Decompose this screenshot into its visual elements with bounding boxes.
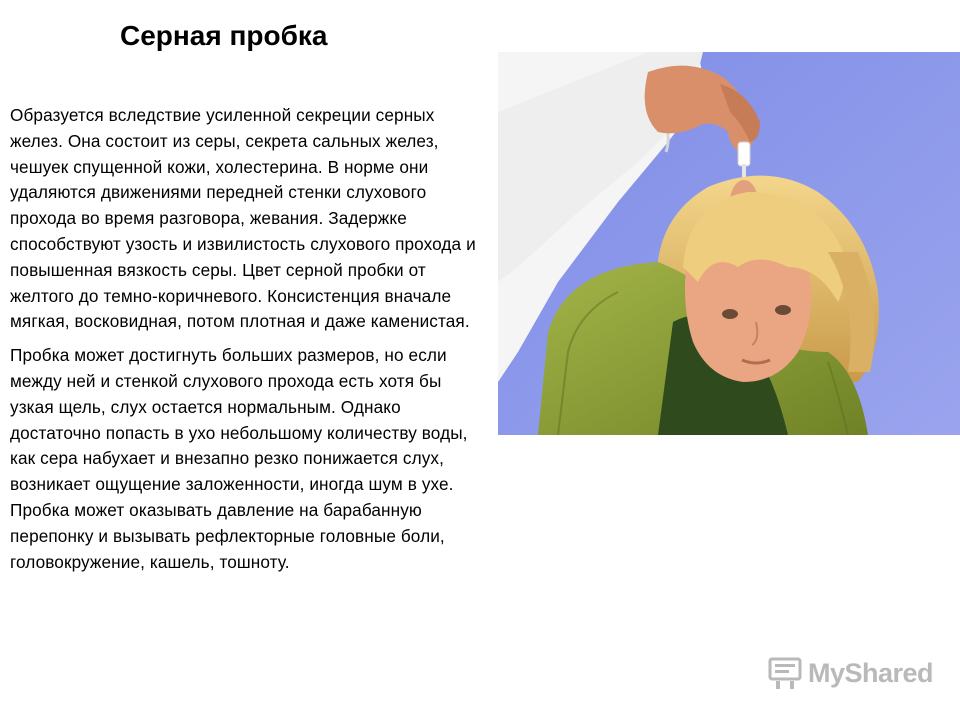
illustration-photo (498, 52, 960, 435)
myshared-watermark (768, 656, 933, 690)
watermark-text: MyShared (808, 657, 934, 688)
paragraph-1: Образуется вследствие усиленной секреции серных желез. Она состоит из серы, секрета сальных желез, чешуек спущенной кожи, холестерина. В норме они удаляются движениями передней стенки слухового прохода во время разговора, жевания. Задержке способствуют узость и извилистость слухового прохода и повышенная вязкость серы. Цвет серной пробки от желтого до темно-коричневого. Консистенция вначале мягкая, восковидная, потом плотная и даже каменистая. (10, 105, 476, 332)
myshared-logo-icon (768, 656, 804, 690)
slide-title: Серная пробка (120, 20, 328, 51)
paragraph-2: Пробка может достигнуть больших размеров, но если между ней и стенкой слухового прохода есть хотя бы узкая щель, слух остается нормальным. Однако достаточно попасть в ухо небольшому количеству воды, как сера набухает и внезапно резко понижается слух, возникает ощущение заложенности, иногда шум в ухе. Пробка может оказывать давление на барабанную перепонку и вызывать рефлекторные головные боли, головокружение, кашель, тошноту. (10, 345, 468, 572)
body-text (10, 103, 488, 575)
photo-doctor-ear-drops-icon (498, 52, 960, 435)
